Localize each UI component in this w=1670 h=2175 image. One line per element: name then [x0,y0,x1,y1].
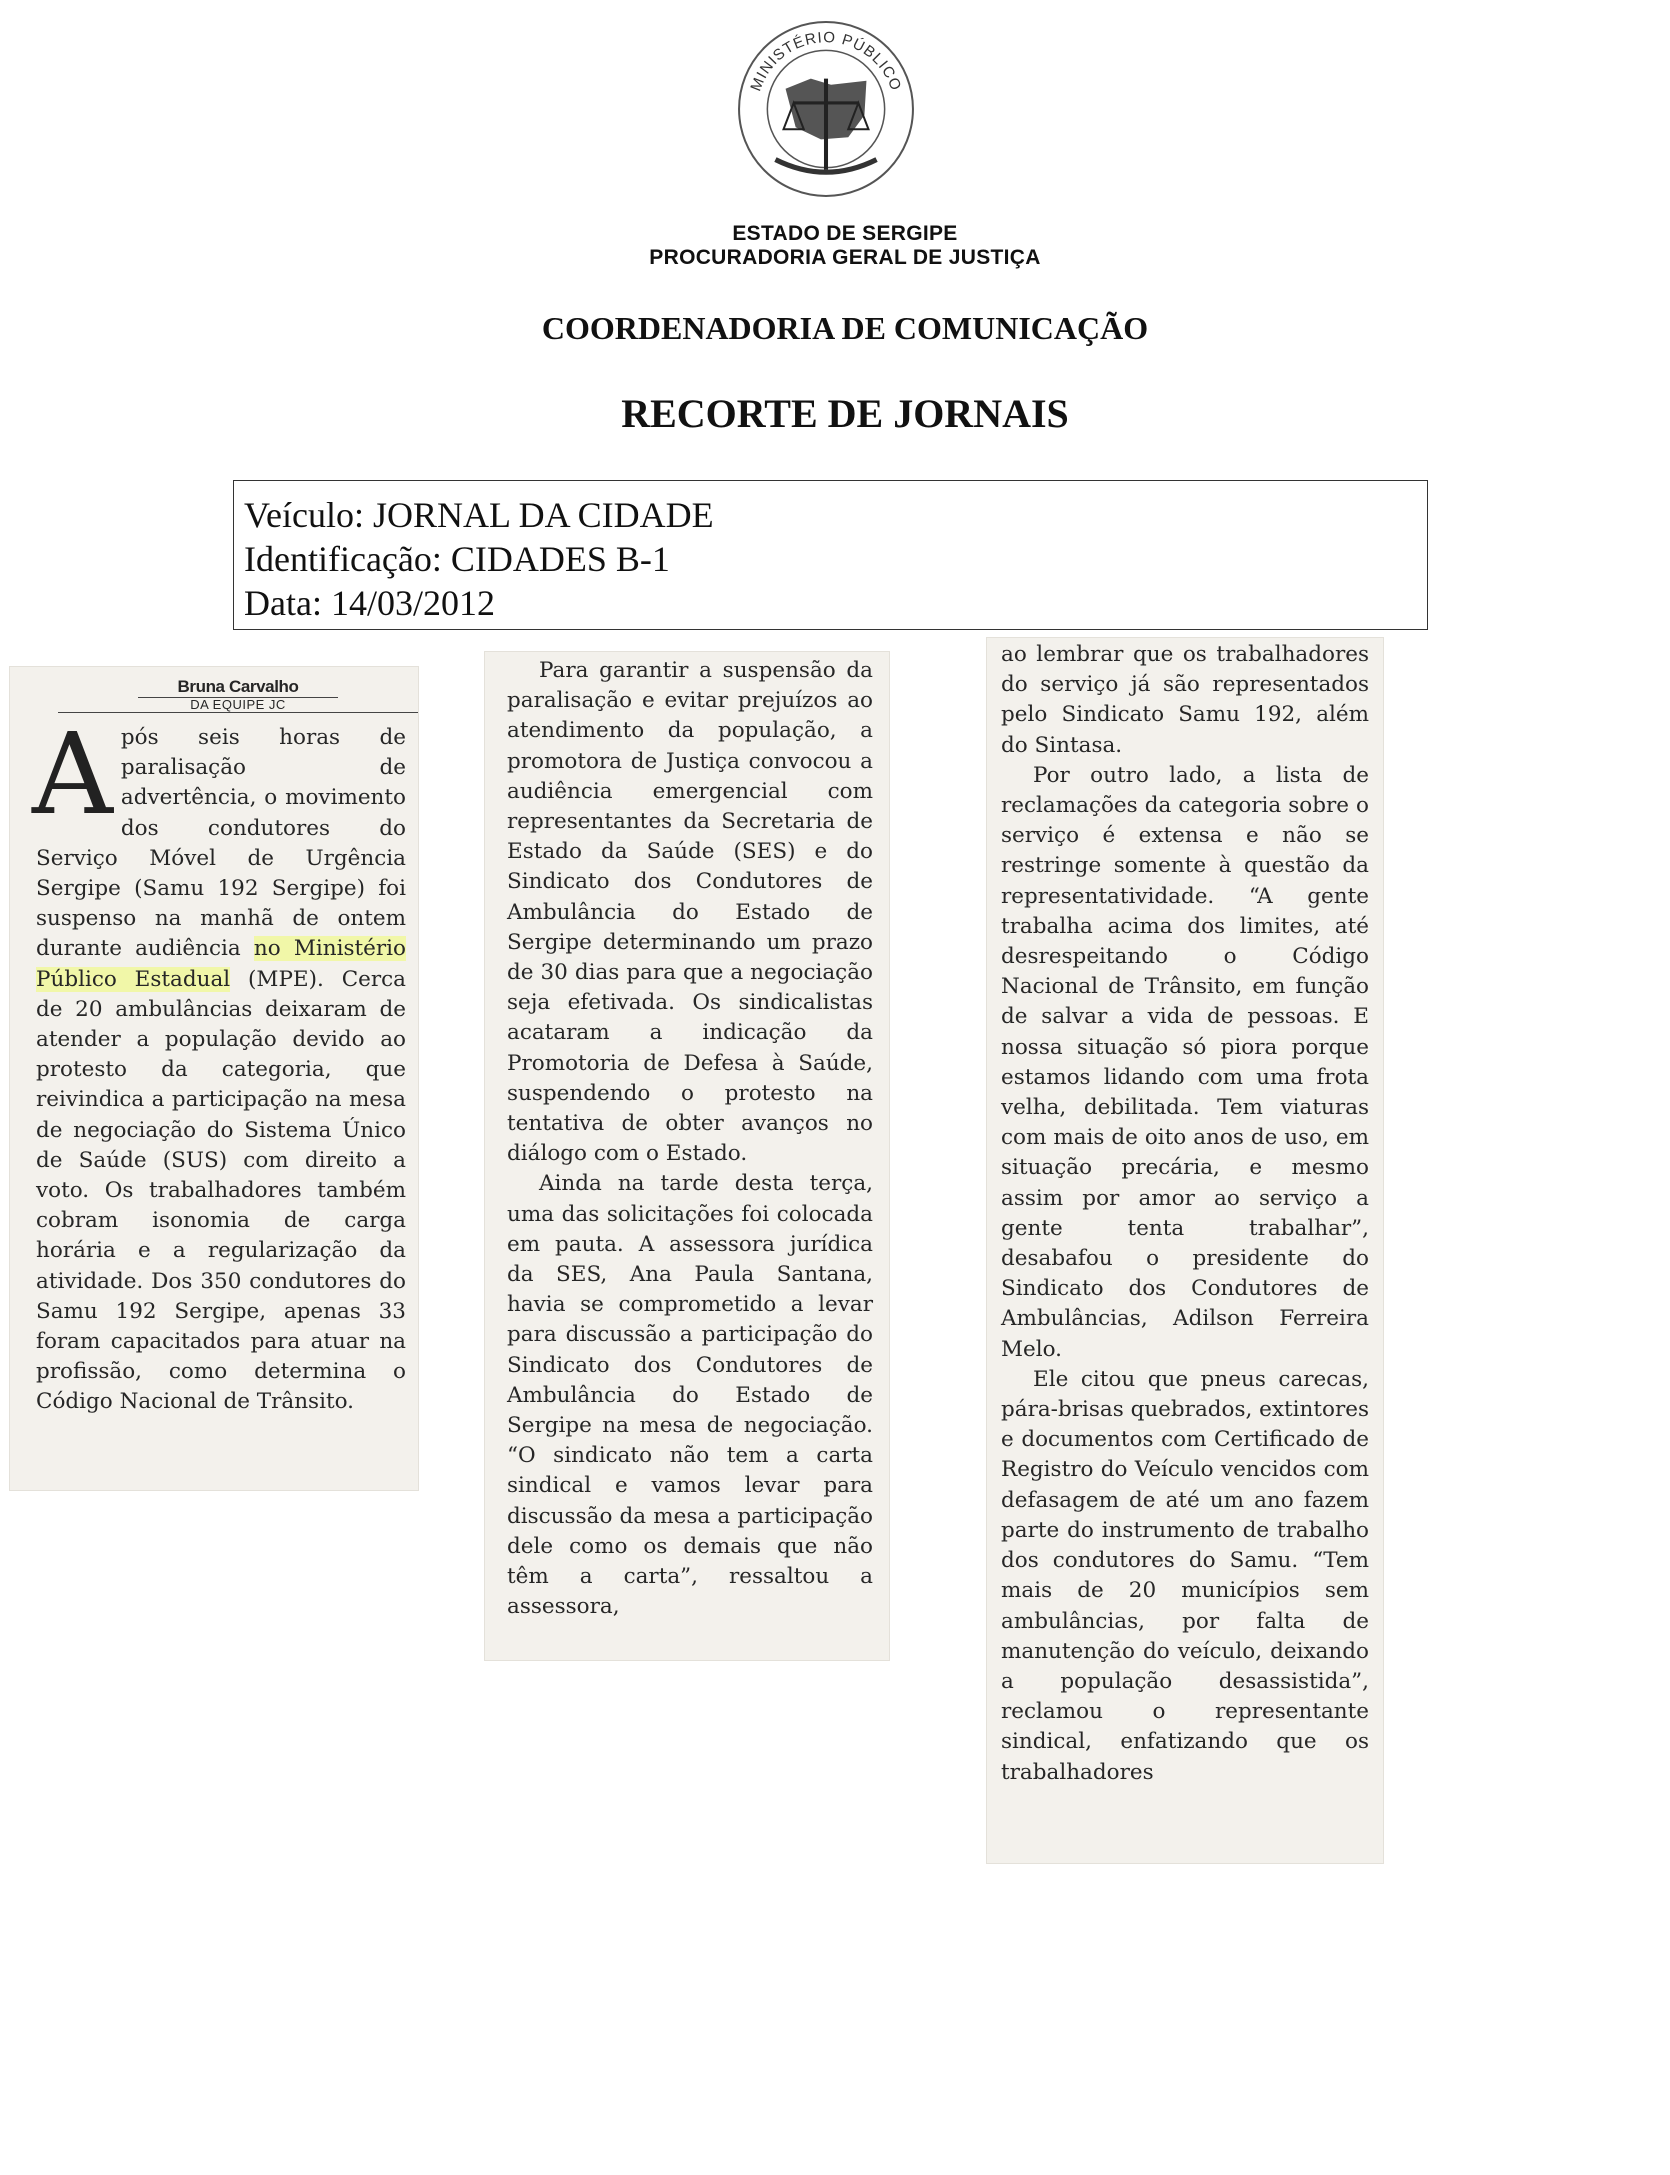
highlighted-text: no Ministério Público Estadual [36,936,406,992]
ministerio-publico-seal [735,18,917,200]
paragraph: ao lembrar que os trabalhadores do serviço já são representados pelo Sindicato Samu 192, além do Sintasa. [1001,642,1369,758]
byline-team: DA EQUIPE JC [138,697,338,712]
paragraph: Ele citou que pneus carecas, pára-brisas quebrados, extintores e documentos com Certificado de Registro do Veículo vencidos com defasagem de até um ano fazem parte do instrumento de trabalho dos condutores do Samu. “Tem mais de 20 municípios sem ambulâncias, por falta de manutenção do veículo, deixando a população desassistida”, reclamou o representante sindical, enfatizando que os trabalhadores [1001,1366,1370,1785]
paragraph: Ainda na tarde desta terça, uma das solicitações foi colocada em pauta. A assessora jurídica da SES, Ana Paula Santana, havia se comprometido a levar para discussão a participação do Sindicato dos Condutores de Ambulância do Estado de Sergipe na mesa de negociação. “O sindicato não tem a carta sindical e vamos levar para discussão da mesa a participação dele como os demais que não têm a carta”, ressaltou a assessora, [507,1171,873,1620]
procuradoria-heading: PROCURADORIA GERAL DE JUSTIÇA [649,246,1041,269]
paragraph: Por outro lado, a lista de reclamações da categoria sobre o serviço é extensa e não se restringe somente à questão da representatividade. “A gente trabalha acima dos limites, até desrespeitando o Código Nacional de Trânsito, em função de salvar a vida de pessoas. E nossa situação só piora porque estamos lidando com uma frota velha, debilitada. Tem viaturas com mais de oito anos de uso, em situação precária, e mesmo assim por amor ao serviço a gente tenta trabalhar”, desabafou o presidente do Sindicato dos Condutores de Ambulâncias, Adilson Ferreira Melo. [1001,762,1369,1362]
byline [58,677,418,713]
veiculo-field: Veículo: JORNAL DA CIDADE [244,495,714,535]
data-field: Data: 14/03/2012 [244,583,495,623]
article-column-1 [10,667,418,1490]
drop-cap: A [32,710,113,840]
clipping-info-box [233,480,1428,630]
byline-author: Bruna Carvalho [177,677,299,696]
article-column-3 [987,638,1383,1863]
paragraph: Para garantir a suspensão da paralisação e evitar prejuízos ao atendimento da população, a promotora de Justiça convocou a audiência emergencial com representantes da Secretaria de Estado da Saúde (SES) e do Sindicato dos Condutores de Ambulância do Estado de Sergipe determinando um prazo de 30 dias para que a negociação seja efetivada. Os sindicalistas acataram a indicação da Promotoria de Defesa à Saúde, suspendendo o protesto na tentativa de obter avanços no diálogo com o Estado. [507,658,873,1167]
seal-text: MINISTÉRIO PÚBLICO [747,29,905,94]
paragraph [32,710,406,1418]
page-title: RECORTE DE JORNAIS [621,391,1069,436]
paragraph-text: pós seis horas de paralisação de advertência, o movimento dos condutores do Serviço Móvel de Urgência Sergipe (Samu 192 Sergipe) foi suspenso na manhã de ontem durante audiência [36,725,406,962]
coordenadoria-heading: COORDENADORIA DE COMUNICAÇÃO [541,310,1149,346]
article-column-2 [485,652,889,1660]
paragraph-text: (MPE). Cerca de 20 ambulâncias deixaram de atender a população devido ao protesto da categoria, que reivindica a participação na mesa de negociação do Sistema Único de Saúde (SUS) com direito a voto. Os trabalhadores também cobram isonomia de carga horária e a regularização da atividade. Dos 350 condutores do Samu 192 Sergipe, apenas 33 foram capacitados para atuar na profissão, como determina o Código Nacional de Trânsito. [36,966,406,1415]
state-heading: ESTADO DE SERGIPE [732,222,958,245]
identificacao-field: Identificação: CIDADES B-1 [244,539,670,579]
